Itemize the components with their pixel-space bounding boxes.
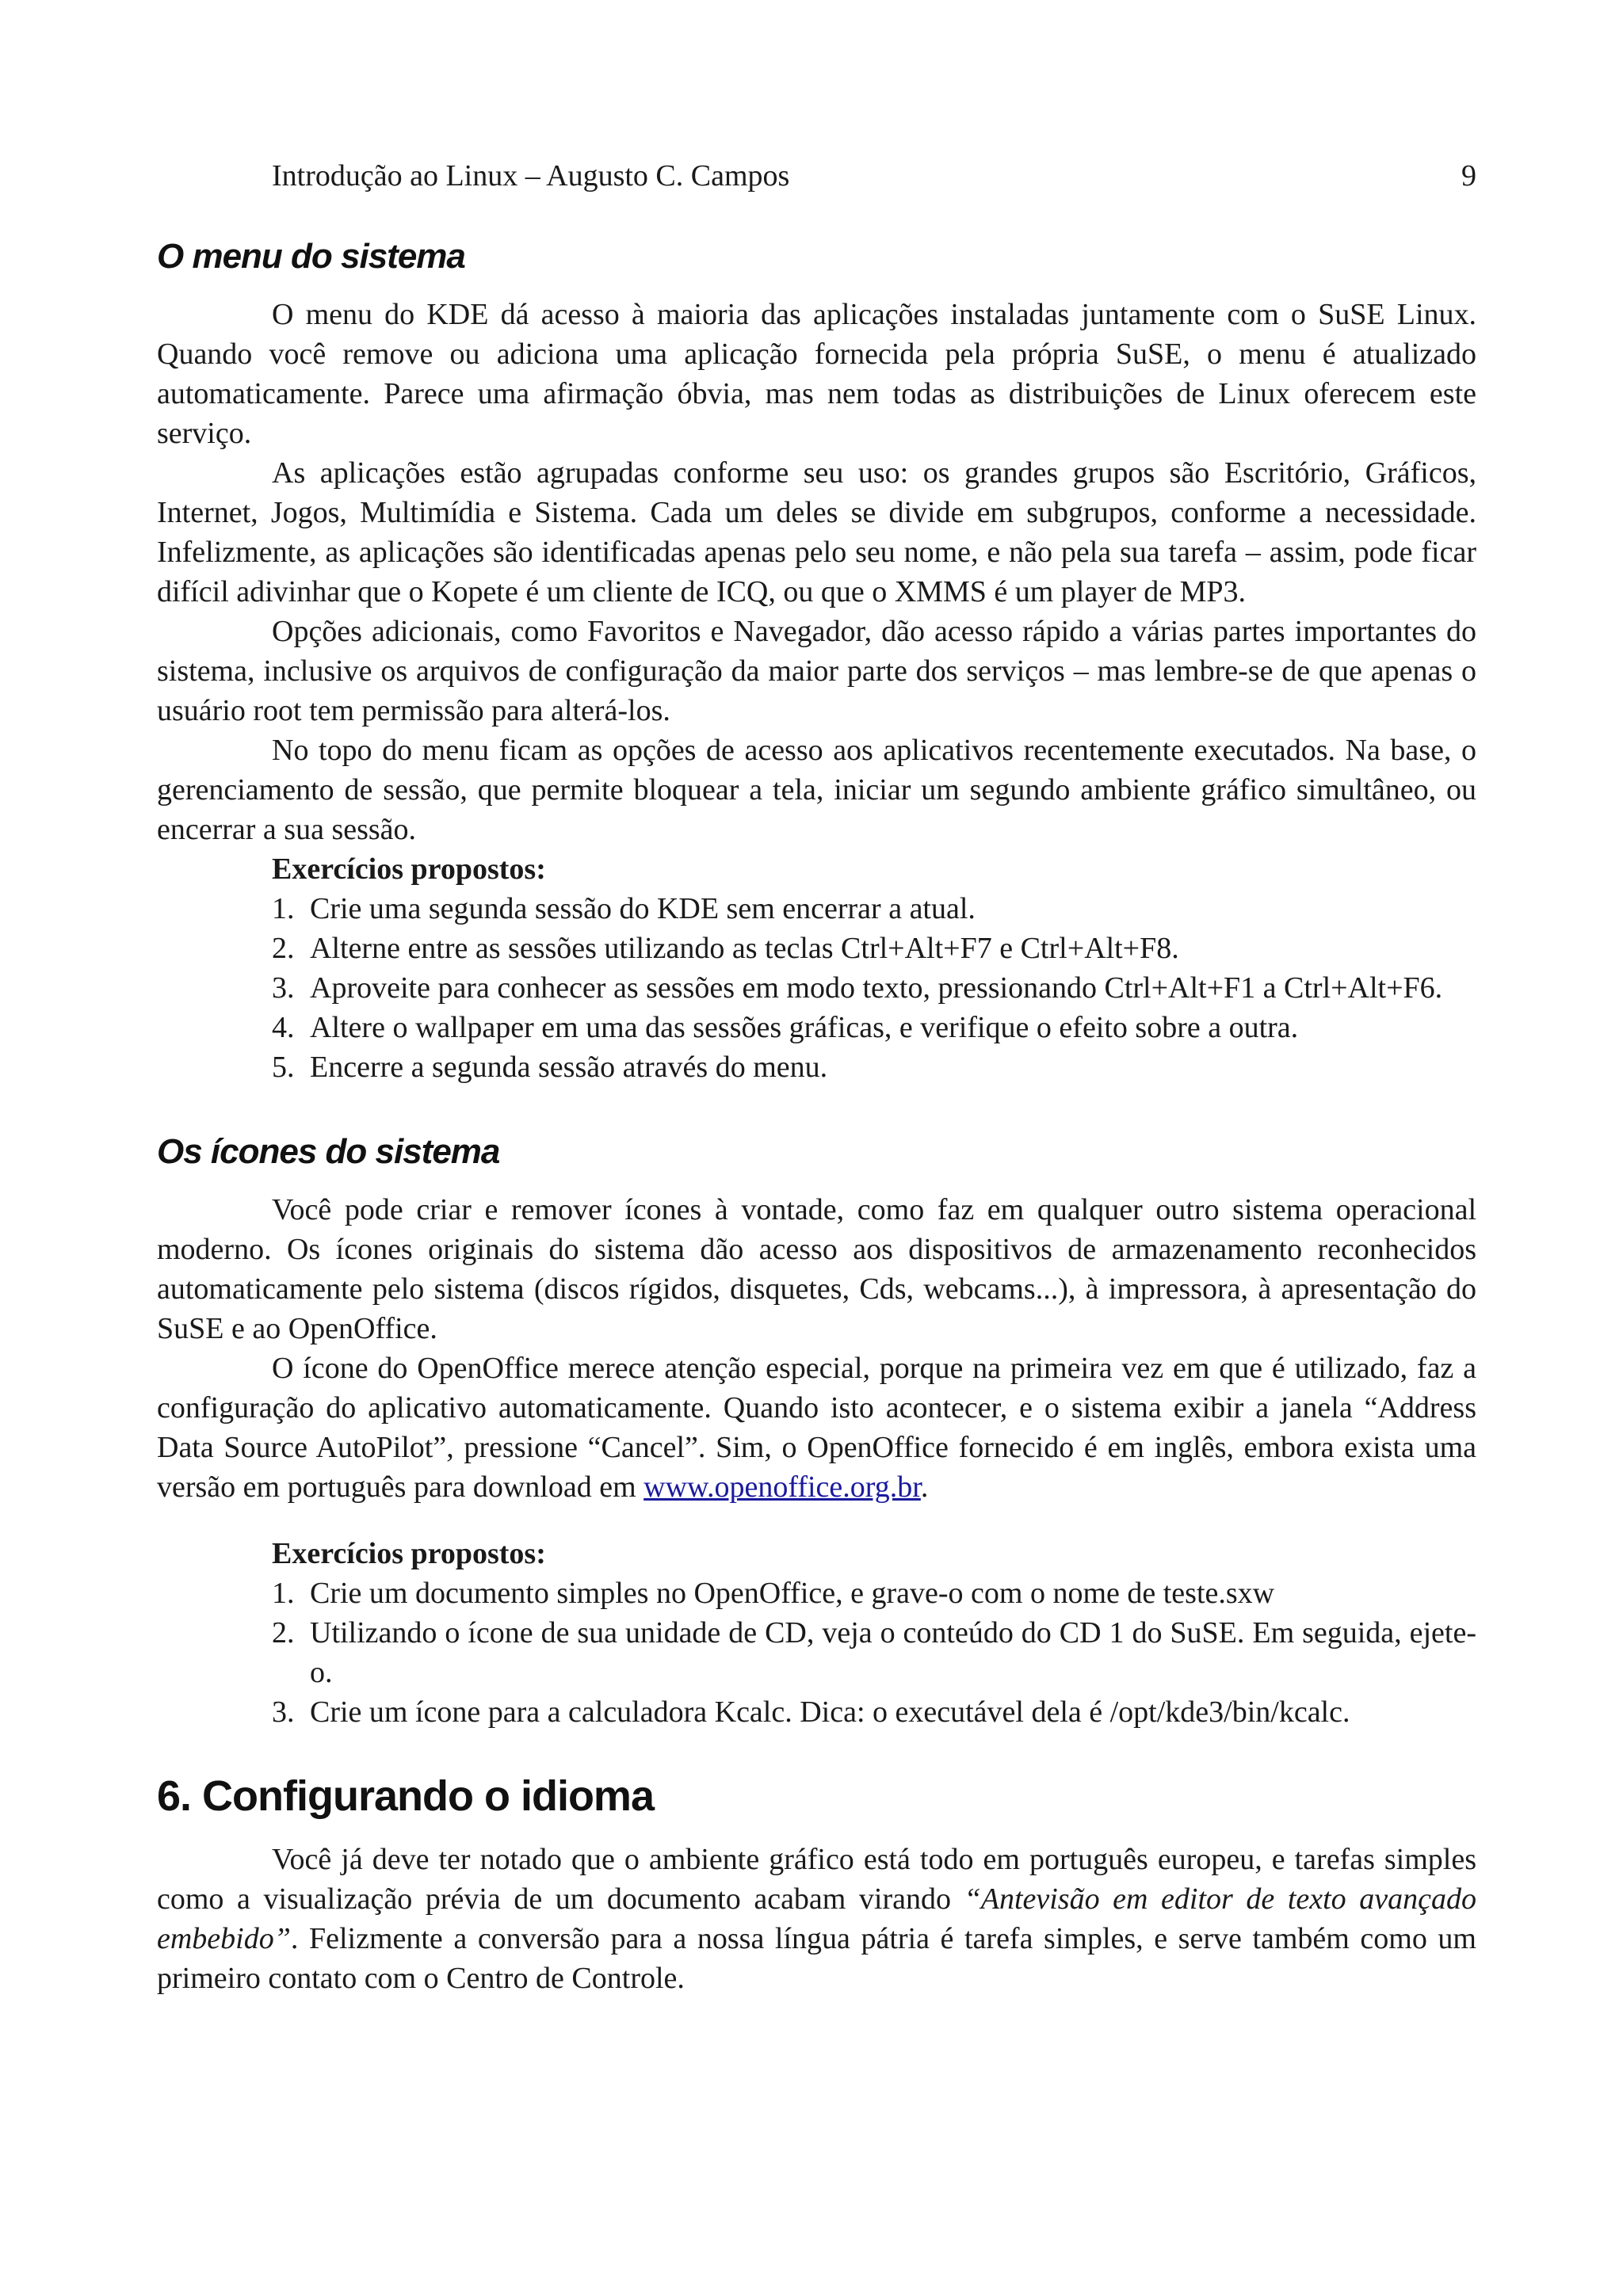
item-number: 1. [272,1577,295,1610]
item-text: Alterne entre as sessões utilizando as teclas Ctrl+Alt+F7 e Ctrl+Alt+F8. [310,932,1179,965]
item-number: 1. [272,892,295,925]
section-icones-do-sistema [157,1130,1476,1732]
exercises-heading: Exercícios propostos: [272,852,546,886]
section-menu-do-sistema [157,235,1476,1087]
item-number: 4. [272,1011,295,1044]
list-item [272,1047,1476,1087]
section-heading: Os ícones do sistema [157,1132,500,1171]
exercise-list [157,889,1476,1087]
list-item [272,1613,1476,1692]
list-item [272,929,1476,968]
list-item [272,1573,1476,1613]
exercises-heading: Exercícios propostos: [272,1537,546,1570]
item-text: Aproveite para conhecer as sessões em modo texto, pressionando Ctrl+Alt+F1 a Ctrl+Alt+F6. [310,971,1443,1005]
paragraph: Opções adicionais, como Favoritos e Navegador, dão acesso rápido a várias partes importantes do sistema, inclusive os arquivos de configuração da maior parte dos serviços – mas lembre-se de que apenas o usuário root tem permissão para alterá-los. [157,615,1476,727]
header-title: Introdução ao Linux – Augusto C. Campos [272,159,790,193]
section-heading: O menu do sistema [157,237,465,276]
paragraph [157,1348,1476,1507]
paragraph-end: . [920,1470,929,1504]
paragraph: Você pode criar e remover ícones à vontade, como faz em qualquer outro sistema operacional moderno. Os ícones originais do sistema dão acesso aos dispositivos de armazenamento reconhecidos automaticamente pelo sistema (discos rígidos, disquetes, Cds, webcams...), à impressora, à apresentação do SuSE e ao OpenOffice. [157,1193,1476,1345]
item-text: Crie um ícone para a calculadora Kcalc. Dica: o executável dela é /opt/kde3/bin/kcalc. [310,1695,1350,1729]
page-body [157,235,1476,1998]
item-number: 3. [272,971,295,1005]
item-number: 2. [272,1616,295,1650]
quoted-phrase: “Antevisão em editor de texto avançado embebido” [157,1882,1476,1955]
item-number: 5. [272,1051,295,1084]
paragraph: No topo do menu ficam as opções de acesso aos aplicativos recentemente executados. Na base, o gerenciamento de sessão, que permite bloquear a tela, iniciar um segundo ambiente gráfico simultâneo, ou encerrar a sua sessão. [157,734,1476,846]
chapter-heading: 6. Configurando o idioma [157,1772,654,1820]
chapter-configurando-idioma [157,1770,1476,1998]
openoffice-link[interactable]: www.openoffice.org.br [643,1470,921,1504]
item-number: 3. [272,1695,295,1729]
spacer [157,1087,1476,1130]
paragraph-text: Você já deve ter notado que o ambiente gráfico está todo em português europeu, e tarefas simples como a visualização prévia de um documento acabam virando [157,1843,1476,1916]
paragraph: O menu do KDE dá acesso à maioria das aplicações instaladas juntamente com o SuSE Linux. Quando você remove ou adiciona uma aplicação fornecida pela própria SuSE, o menu é atualizado automaticamente. Parece uma afirmação óbvia, mas nem todas as distribuições de Linux oferecem este serviço. [157,298,1476,450]
item-number: 2. [272,932,295,965]
list-item [272,889,1476,929]
spacer [157,1507,1476,1534]
item-text: Altere o wallpaper em uma das sessões gráficas, e verifique o efeito sobre a outra. [310,1011,1299,1044]
paragraph-text-end: . Felizmente a conversão para a nossa língua pátria é tarefa simples, e serve também como um primeiro contato com o Centro de Controle. [157,1922,1476,1995]
item-text: Crie um documento simples no OpenOffice, e grave-o com o nome de teste.sxw [310,1577,1275,1610]
paragraph-text: O ícone do OpenOffice merece atenção especial, porque na primeira vez em que é utilizado, faz a configuração do aplicativo automaticamente. Quando isto acontecer, e o sistema exibir a janela “Address Data Source AutoPilot”, pressione “Cancel”. Sim, o OpenOffice fornecido é em inglês, embora exista uma versão em português para download em [157,1352,1476,1504]
paragraph [157,1840,1476,1998]
list-item [272,1692,1476,1732]
exercise-list [157,1573,1476,1732]
spacer [157,1732,1476,1770]
page-number: 9 [1461,159,1476,193]
item-text: Encerre a segunda sessão através do menu. [310,1051,828,1084]
item-text: Crie uma segunda sessão do KDE sem encerrar a atual. [310,892,976,925]
paragraph: As aplicações estão agrupadas conforme seu uso: os grandes grupos são Escritório, Gráficos, Internet, Jogos, Multimídia e Sistema. Cada um deles se divide em subgrupos, conforme a necessidade. Infelizmente, as aplicações são identificadas apenas pelo seu nome, e não pela sua tarefa – assim, pode ficar difícil adivinhar que o Kopete é um cliente de ICQ, ou que o XMMS é um player de MP3. [157,456,1476,608]
list-item [272,968,1476,1008]
list-item [272,1008,1476,1047]
item-text: Utilizando o ícone de sua unidade de CD, veja o conteúdo do CD 1 do SuSE. Em seguida, ejete-o. [310,1616,1476,1689]
